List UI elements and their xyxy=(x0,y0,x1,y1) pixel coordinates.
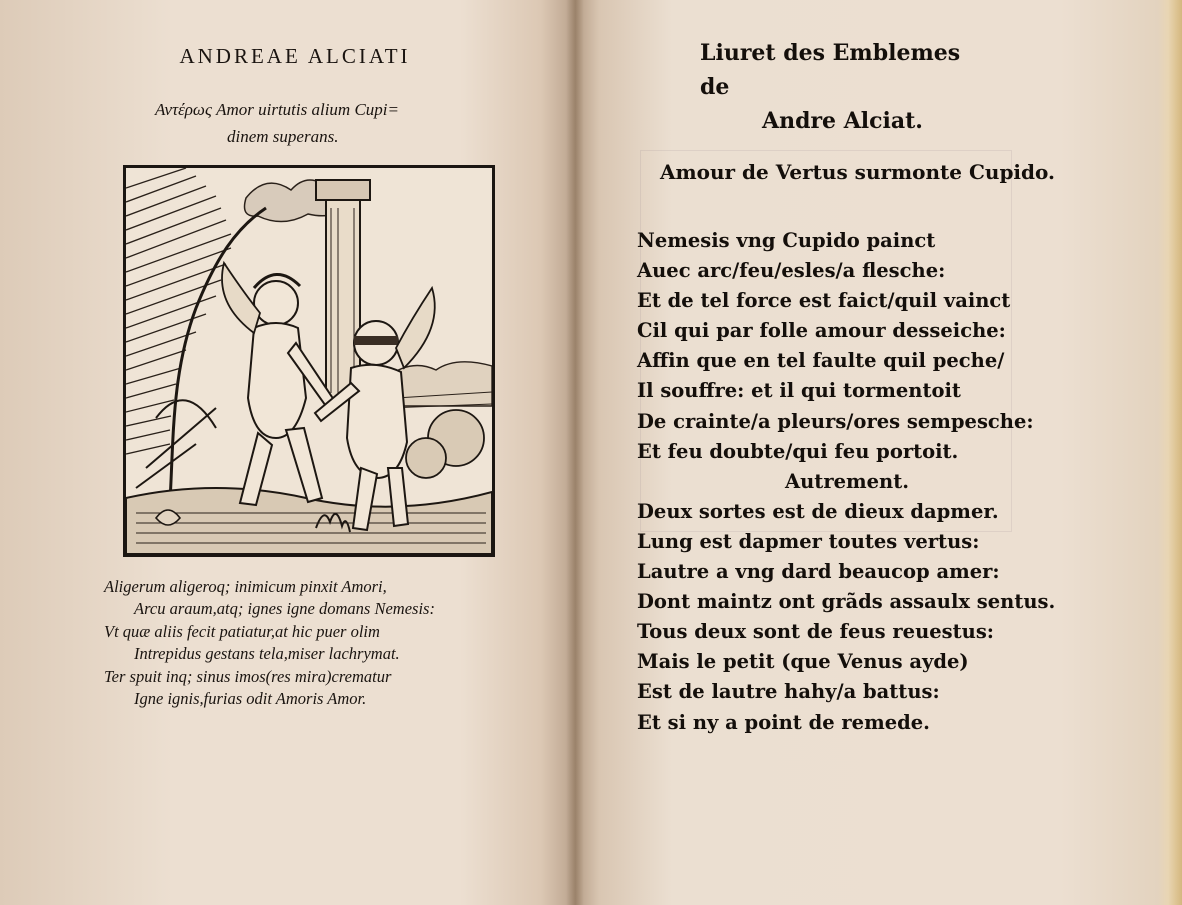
poem-line: Dont maintz ont grãds assaulx sentus. xyxy=(637,590,1056,614)
poem-line: Et si ny a point de remede. xyxy=(637,710,930,734)
verse-line: Arcu araum,atq; ignes igne domans Nemesis: xyxy=(134,599,435,619)
french-poem xyxy=(637,226,1057,738)
verse-line: Ter spuit inq; sinus imos(res mira)crematur xyxy=(104,666,392,686)
poem-line: Lung est dapmer toutes vertus: xyxy=(637,529,980,553)
verse-line: Aligerum aligeroq; inimicum pinxit Amori, xyxy=(104,577,387,596)
poem-line: Tous deux sont de feus reuestus: xyxy=(637,620,994,644)
latin-epigram xyxy=(104,576,504,710)
emblem-heading: Amour de Vertus surmonte Cupido. xyxy=(660,160,1055,184)
poem-line: De crainte/a pleurs/ores sempesche: xyxy=(637,409,1034,433)
poem-line: Et feu doubte/qui feu portoit. xyxy=(637,439,959,463)
poem-line: Est de lautre hahy/a battus: xyxy=(637,680,940,704)
poem-line: Nemesis vng Cupido painct xyxy=(637,229,936,252)
verse-line: Vt quæ aliis fecit patiatur,at hic puer olim xyxy=(104,621,380,641)
running-head: ANDREAE ALCIATI xyxy=(179,44,411,68)
poem-line: Deux sortes est de dieux dapmer. xyxy=(637,499,999,523)
title-line-1: Liuret des Emblemes de xyxy=(700,40,961,100)
page-edge xyxy=(1168,0,1182,905)
poem-line: Il souffre: et il qui tormentoit xyxy=(637,379,961,403)
title-line-2: Andre Alciat. xyxy=(762,108,923,134)
poem-line: Auec arc/feu/esles/a flesche: xyxy=(637,259,946,283)
motto-line-2: dinem superans. xyxy=(227,127,339,146)
poem-subheading: Autrement. xyxy=(785,469,910,493)
verse-line: Igne ignis,furias odit Amoris Amor. xyxy=(134,689,367,709)
book-gutter xyxy=(566,0,584,905)
emblem-motto xyxy=(155,96,475,150)
motto-line-1: Αντέρως Amor uirtutis alium Cupi= xyxy=(155,100,399,119)
verse-line: Intrepidus gestans tela,miser lachrymat. xyxy=(134,644,400,664)
poem-line: Affin que en tel faulte quil peche/ xyxy=(637,349,1005,373)
poem-line: Et de tel force est faict/quil vainct xyxy=(637,289,1011,313)
poem-line: Mais le petit (que Venus ayde) xyxy=(637,650,969,674)
woodcut-illustration-icon xyxy=(123,165,495,557)
poem-line: Lautre a vng dard beaucop amer: xyxy=(637,560,1000,584)
french-book-title xyxy=(700,36,980,138)
poem-line: Cil qui par folle amour desseiche: xyxy=(637,319,1006,343)
